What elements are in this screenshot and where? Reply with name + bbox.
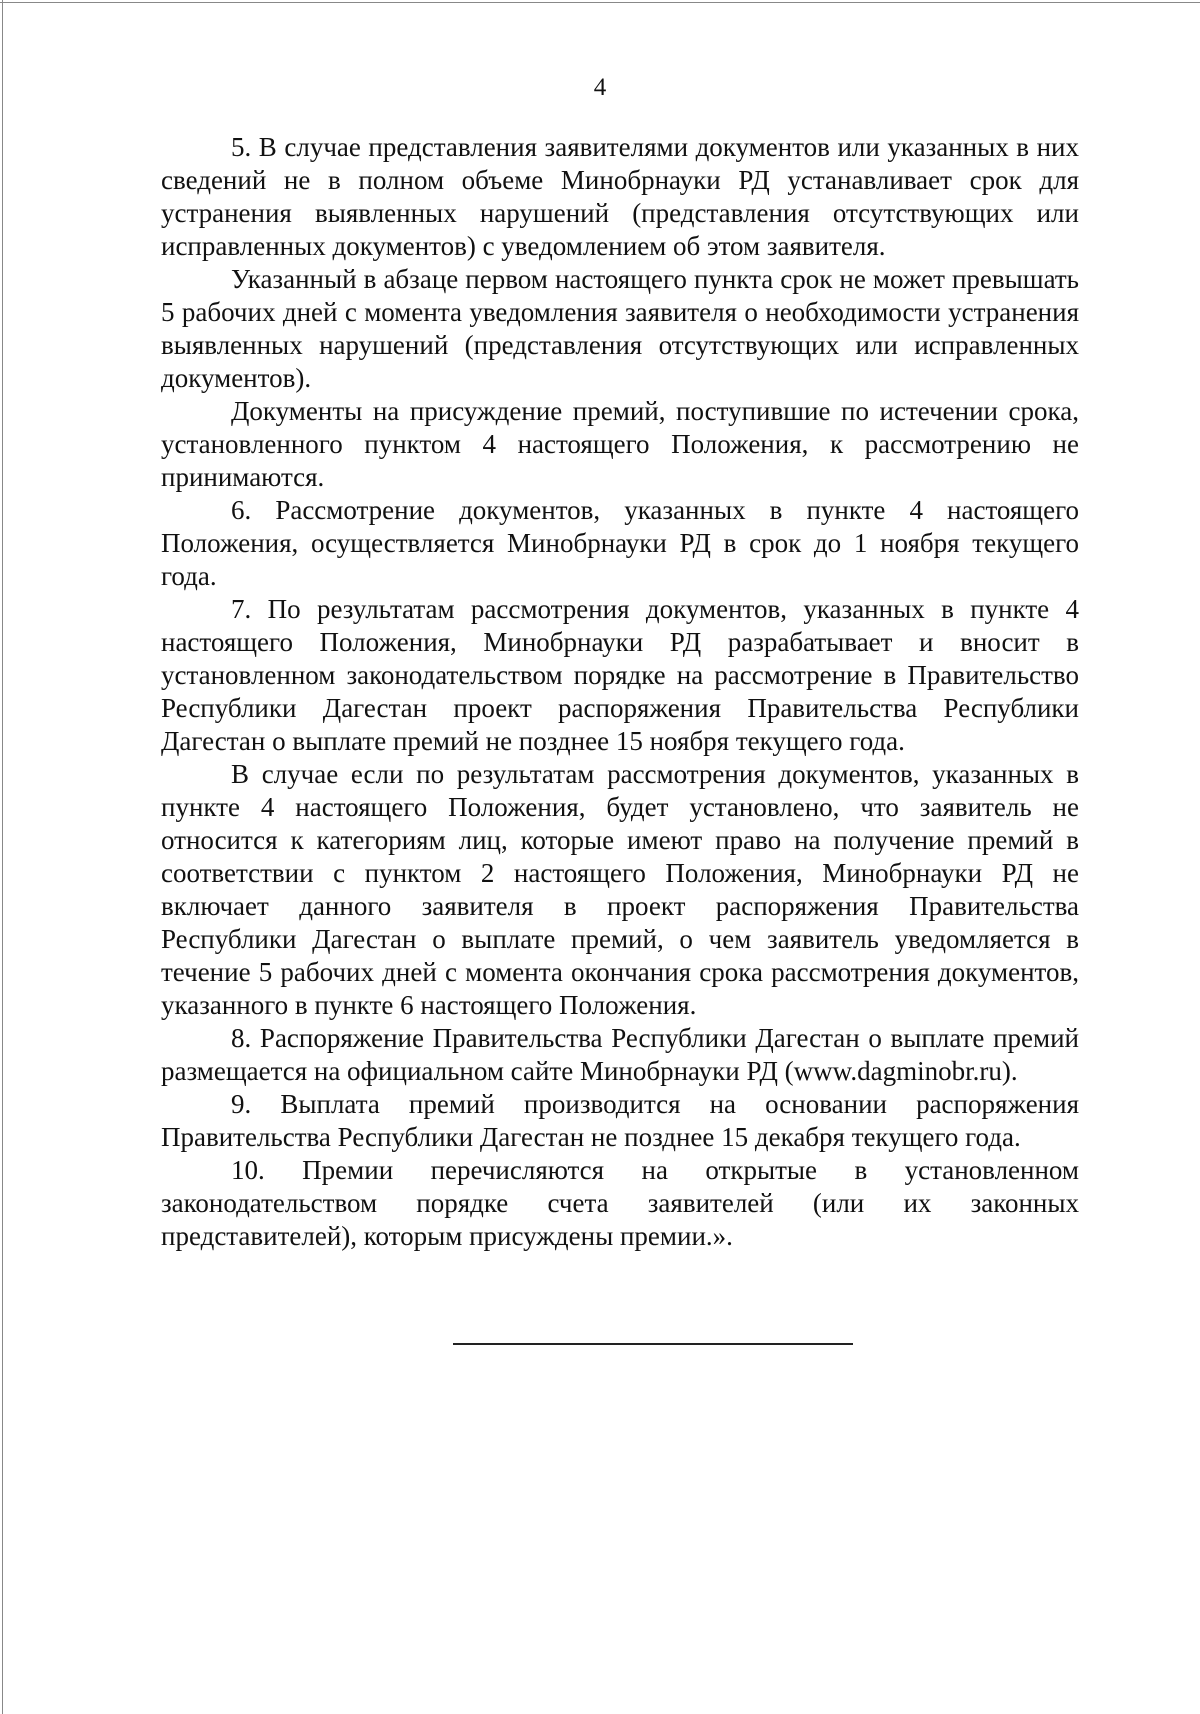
scan-edge-left [2, 0, 3, 1714]
scan-edge-top [0, 2, 1200, 3]
paragraph-item-6: 6. Рассмотрение документов, указанных в пункте 4 настоящего Положения, осуществляется Минобрнауки РД в срок до 1 ноября текущего года. [161, 495, 1079, 591]
page-number: 4 [593, 74, 607, 101]
paragraph-exclusion: В случае если по результатам рассмотрения документов, указанных в пункте 4 настоящего Положения, будет установлено, что заявитель не относится к категориям лиц, которые имеют право на получение премий в соответствии с пунктом 2 настоящего Положения, Минобрнауки РД не включает данного заявителя в проект распоряжения Правительства Республики Дагестан о выплате премий, о чем заявитель уведомляется в течение 5 рабочих дней с момента окончания срока рассмотрения документов, указанного в пункте 6 настоящего Положения. [161, 759, 1079, 1020]
paragraph-item-5: 5. В случае представления заявителями документов или указанных в них сведений не в полном объеме Минобрнауки РД устанавливает срок для устранения выявленных нарушений (представления отсутствующих или исправленных документов) с уведомлением об этом заявителя. [161, 132, 1079, 261]
paragraph-item-7: 7. По результатам рассмотрения документов, указанных в пункте 4 настоящего Положения, Минобрнауки РД разрабатывает и вносит в установленном законодательством порядке на рассмотрение в Правительство Республики Дагестан проект распоряжения Правительства Республики Дагестан о выплате премий не позднее 15 ноября текущего года. [161, 594, 1079, 756]
paragraph-item-8: 8. Распоряжение Правительства Республики Дагестан о выплате премий размещается на официальном сайте Минобрнауки РД (www.dagminobr.ru). [161, 1023, 1079, 1086]
paragraph-deadline: Указанный в абзаце первом настоящего пункта срок не может превышать 5 рабочих дней с момента уведомления заявителя о необходимости устранения выявленных нарушений (представления отсутствующих или исправленных документов). [161, 264, 1079, 393]
paragraph-late-documents: Документы на присуждение премий, поступившие по истечении срока, установленного пунктом 4 настоящего Положения, к рассмотрению не принимаются. [161, 396, 1079, 492]
end-of-document-rule [453, 1343, 853, 1345]
paragraph-item-10: 10. Премии перечисляются на открытые в установленном законодательством порядке счета заявителей (или их законных представителей), которым присуждены премии.». [161, 1155, 1079, 1251]
paragraph-item-9: 9. Выплата премий производится на основании распоряжения Правительства Республики Дагестан не позднее 15 декабря текущего года. [161, 1089, 1079, 1152]
document-body [161, 131, 1079, 1253]
